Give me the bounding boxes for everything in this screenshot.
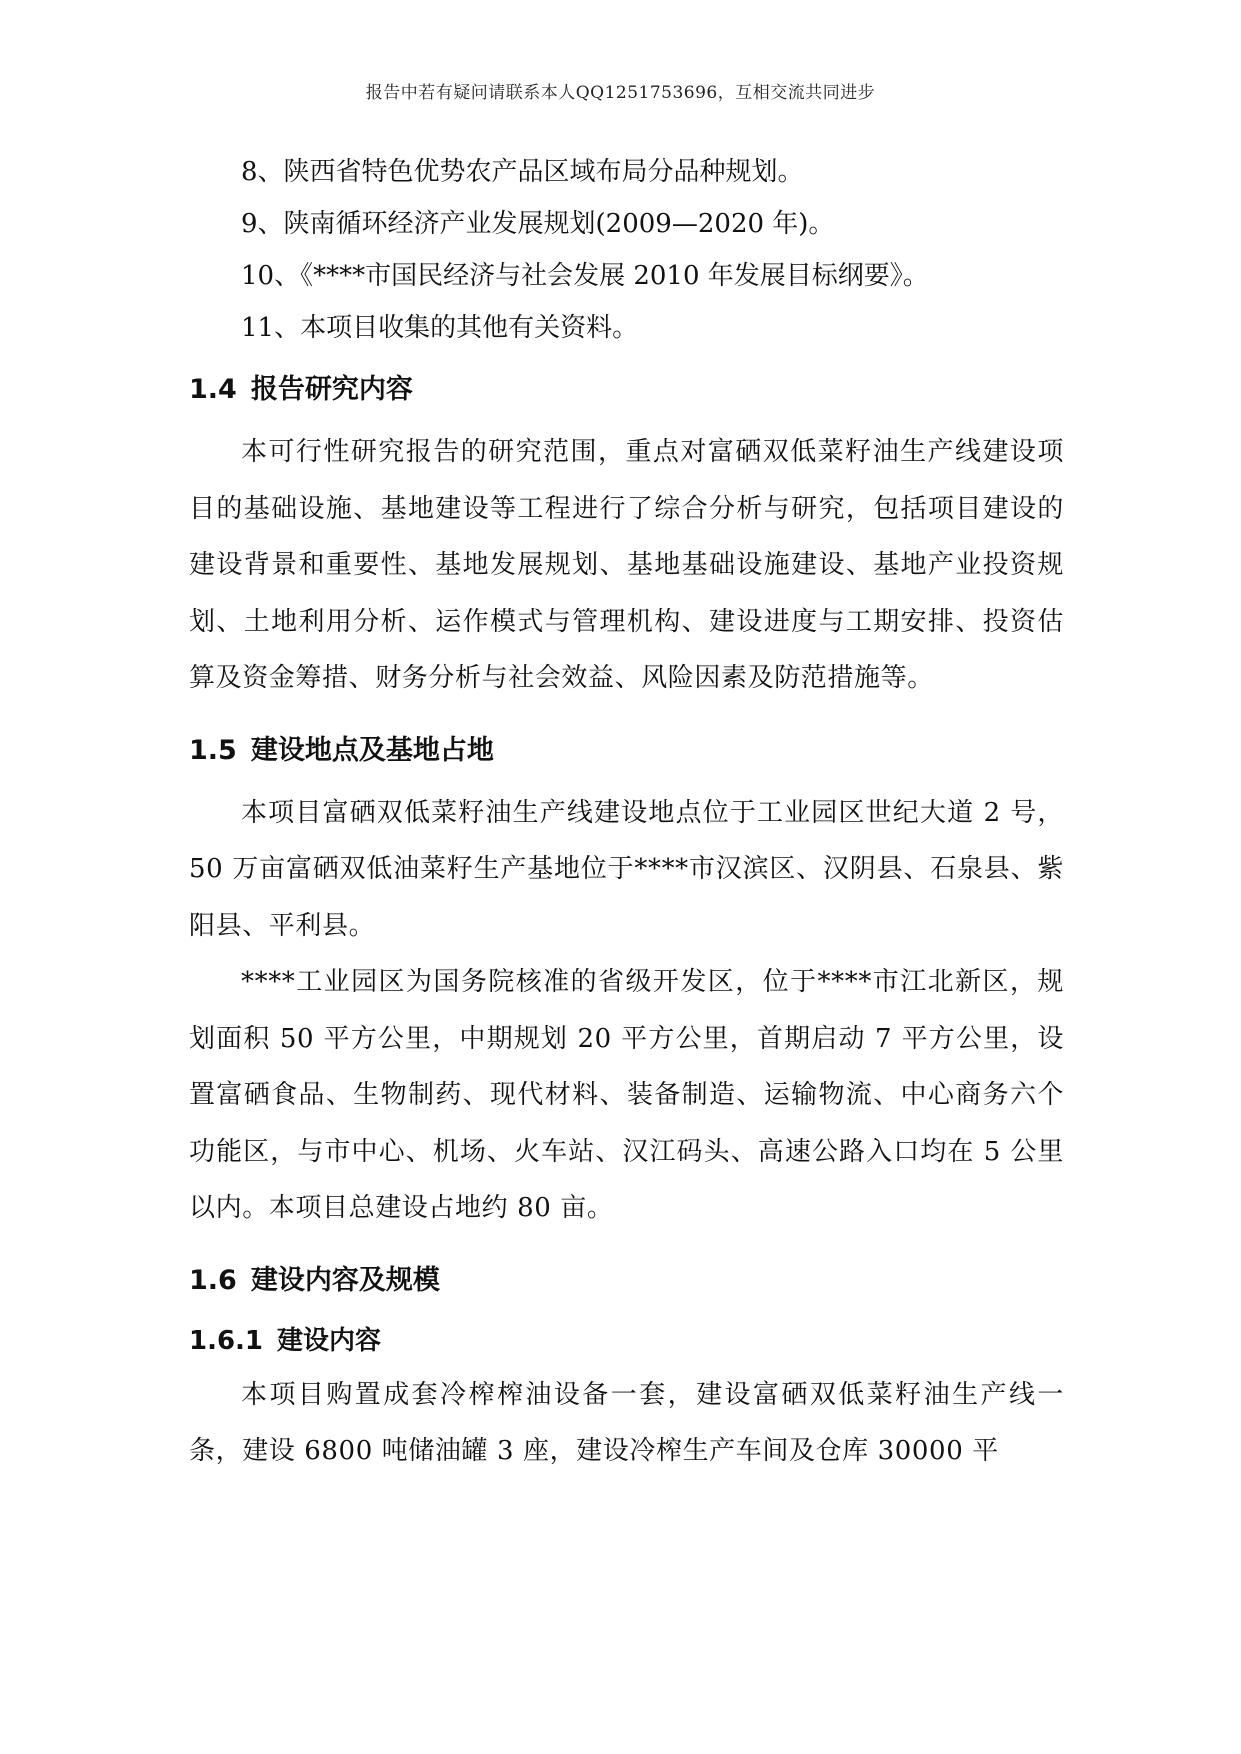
section-title: 报告研究内容 — [250, 374, 413, 405]
section-title: 建设内容 — [277, 1325, 382, 1356]
section-1-5-paragraph-2: ****工业园区为国务院核准的省级开发区，位于****市江北新区，规划面积 50 平方公里，中期规划 20 平方公里，首期启动 7 平方公里，设置富硒食品、生物制药、现代材料、装备制造、运输物流、中心商务六个功能区，与市中心、机场、火车站、汉江码头、高速公路入口均在 5 公里以内。本项目总建设占地约 80 亩。 — [189, 967, 1064, 1223]
section-heading-1-4 — [189, 364, 1064, 416]
section-heading-1-5 — [189, 725, 1064, 777]
section-title: 建设内容及规模 — [250, 1264, 440, 1296]
reference-item-9: 9、陕南循环经济产业发展规划(2009—2020 年)。 — [241, 209, 835, 239]
section-1-6-1-paragraph: 本项目购置成套冷榨榨油设备一套，建设富硒双低菜籽油生产线一条，建设 6800 吨储油罐 3 座，建设冷榨生产车间及仓库 30000 平 — [189, 1379, 1064, 1466]
section-heading-1-6-1 — [189, 1315, 1064, 1367]
document-body — [189, 146, 1064, 1480]
reference-item-11: 11、本项目收集的其他有关资料。 — [241, 313, 639, 343]
section-heading-1-6 — [189, 1255, 1064, 1307]
reference-item-8: 8、陕西省特色优势农产品区域布局分品种规划。 — [241, 157, 804, 187]
section-number: 1.6 — [189, 1264, 237, 1296]
section-1-5-paragraph-1: 本项目富硒双低菜籽油生产线建设地点位于工业园区世纪大道 2 号，50 万亩富硒双低油菜籽生产基地位于****市汉滨区、汉阴县、石泉县、紫阳县、平利县。 — [189, 797, 1064, 941]
section-title: 建设地点及基地占地 — [250, 734, 494, 766]
page-header-note: 报告中若有疑问请联系本人QQ1251753696，互相交流共同进步 — [365, 83, 876, 103]
section-number: 1.5 — [189, 734, 237, 766]
section-1-4-paragraph: 本可行性研究报告的研究范围，重点对富硒双低菜籽油生产线建设项目的基础设施、基地建设等工程进行了综合分析与研究，包括项目建设的建设背景和重要性、基地发展规划、基地基础设施建设、基地产业投资规划、土地利用分析、运作模式与管理机构、建设进度与工期安排、投资估算及资金筹措、财务分析与社会效益、风险因素及防范措施等。 — [189, 437, 1064, 693]
section-number: 1.6.1 — [189, 1325, 264, 1356]
reference-item-10: 10、《****市国民经济与社会发展 2010 年发展目标纲要》。 — [241, 261, 929, 291]
section-number: 1.4 — [189, 374, 237, 405]
